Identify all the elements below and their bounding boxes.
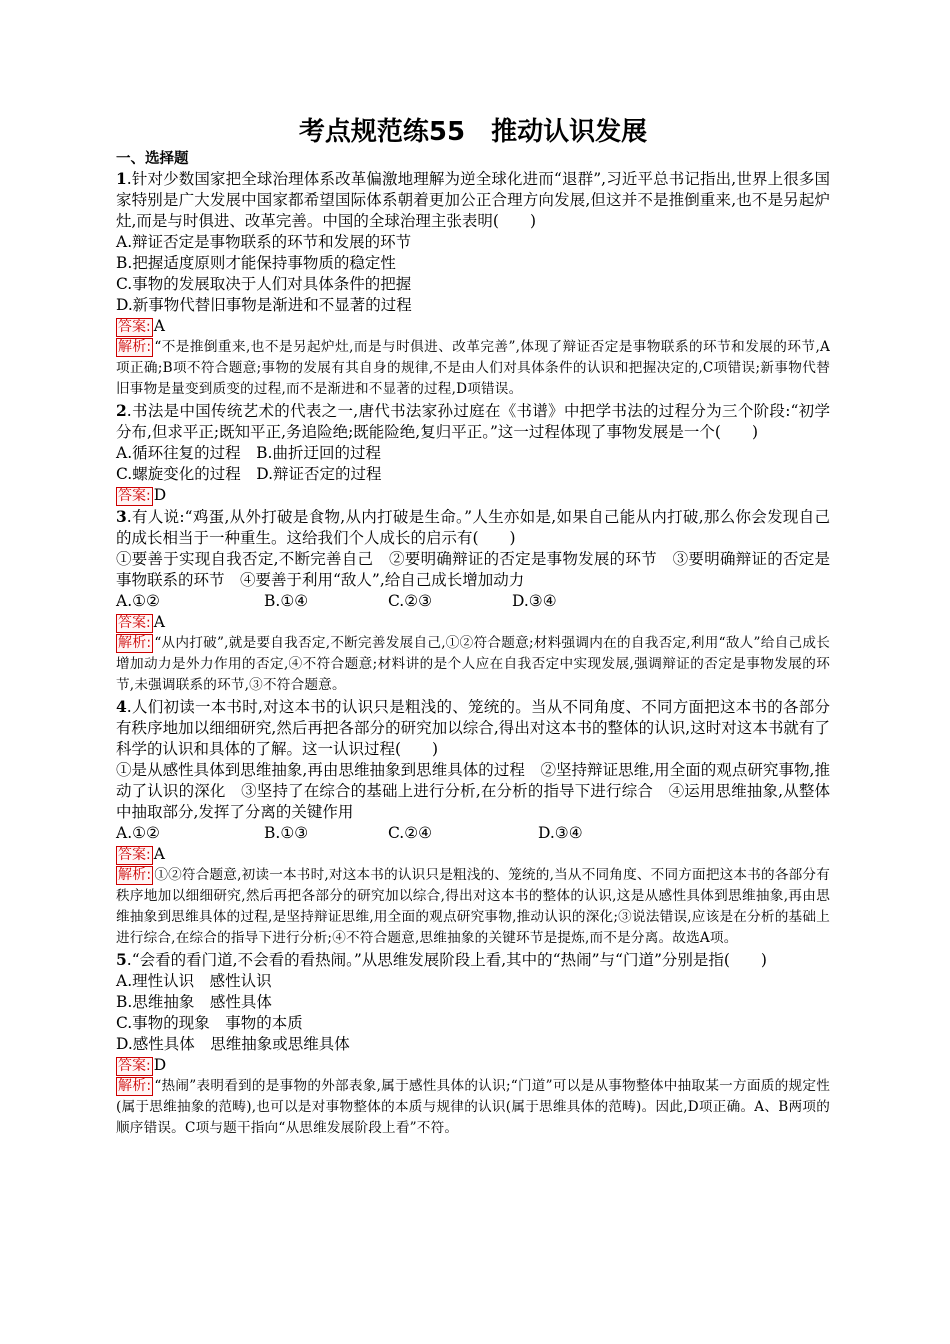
question-5 — [116, 949, 830, 1139]
option: C.事物的发展取决于人们对具体条件的把握 — [116, 275, 412, 293]
question-3 — [116, 506, 830, 696]
question-number: 3 — [116, 507, 127, 526]
option: A.循环往复的过程 B.曲折迂回的过程 — [116, 444, 381, 462]
question-number: 1 — [116, 169, 127, 188]
option: D.感性具体 思维抽象或思维具体 — [116, 1035, 350, 1053]
analysis-text: “热闹”表明看到的是事物的外部表象,属于感性具体的认识;“门道”可以是从事物整体中抽取某一方面质的规定性(属于思维抽象的范畴),也可以是对事物整体的本质与规律的认识(属于思维具体的范畴)。因此,D项正确。A、B两项的顺序错误。C项与题干指向“从思维发展阶段上看”不符。 — [116, 1078, 830, 1136]
answer-label: 答案: — [118, 319, 151, 335]
answer-line — [116, 612, 830, 633]
question-stem: .针对少数国家把全球治理体系改革偏激地理解为逆全球化进而“退群”,习近平总书记指出,世界上很多国家特别是广大发展中国家都希望国际体系朝着更加公正合理方向发展,但这并不是推倒重来,也不是另起炉灶,而是与时俱进、改革完善。中国的全球治理主张表明( ) — [116, 170, 830, 230]
answer-value: A — [153, 613, 165, 631]
answer-value: A — [153, 845, 165, 863]
choice: A.①② — [116, 824, 160, 842]
option: B.思维抽象 感性具体 — [116, 993, 272, 1011]
question-stem: .人们初读一本书时,对这本书的认识只是粗浅的、笼统的。当从不同角度、不同方面把这本书的各部分有秩序地加以细细研究,然后再把各部分的研究加以综合,得出对这本书的整体的认识,这时对这本书就有了科学的认识和具体的了解。这一认识过程( ) — [116, 698, 830, 758]
question-number: 4 — [116, 697, 127, 716]
choice: D.③④ — [512, 592, 557, 610]
analysis — [116, 337, 830, 400]
answer-line — [116, 1055, 830, 1076]
analysis-label: 解析: — [118, 1078, 152, 1094]
question-2 — [116, 400, 830, 506]
analysis — [116, 1076, 830, 1139]
answer-label: 答案: — [118, 847, 151, 863]
question-stem: .有人说:“鸡蛋,从外打破是食物,从内打破是生命。”人生亦如是,如果自己能从内打破,那么你会发现自己的成长相当于一种重生。这给我们个人成长的启示有( ) — [116, 508, 830, 547]
answer-value: D — [153, 1056, 167, 1074]
answer-line — [116, 316, 830, 337]
choice: B.①④ — [264, 592, 309, 610]
option: C.事物的现象 事物的本质 — [116, 1014, 303, 1032]
question-stem: .“会看的看门道,不会看的看热闹。”从思维发展阶段上看,其中的“热闹”与“门道”分别是指( ) — [126, 951, 767, 969]
statements: ①是从感性具体到思维抽象,再由思维抽象到思维具体的过程 ②坚持辩证思维,用全面的观点研究事物,推动了认识的深化 ③坚持了在综合的基础上进行分析,在分析的指导下进行综合 ④运用思维抽象,从整体中抽取部分,发挥了分离的关键作用 — [116, 761, 830, 821]
analysis — [116, 865, 830, 949]
question-number: 2 — [116, 401, 127, 420]
choice: A.①② — [116, 592, 160, 610]
option: C.螺旋变化的过程 D.辩证否定的过程 — [116, 465, 382, 483]
answer-label: 答案: — [118, 1058, 151, 1074]
analysis-label: 解析: — [118, 339, 152, 355]
question-1 — [116, 168, 830, 400]
question-number: 5 — [116, 950, 127, 969]
statements: ①要善于实现自我否定,不断完善自己 ②要明确辩证的否定是事物发展的环节 ③要明确辩证的否定是事物联系的环节 ④要善于利用“敌人”,给自己成长增加动力 — [116, 550, 830, 589]
choice: D.③④ — [538, 824, 583, 842]
answer-value: D — [153, 486, 167, 504]
question-4 — [116, 696, 830, 949]
analysis-text: “从内打破”,就是要自我否定,不断完善发展自己,①②符合题意;材料强调内在的自我否定,利用“敌人”给自己成长增加动力是外力作用的否定,④不符合题意;材料讲的是个人应在自我否定中实现发展,强调辩证的否定是事物发展的环节,未强调联系的环节,③不符合题意。 — [116, 635, 830, 693]
option: D.新事物代替旧事物是渐进和不显著的过程 — [116, 296, 412, 314]
answer-label: 答案: — [118, 488, 151, 504]
choice-row — [116, 591, 830, 612]
document-page — [116, 116, 830, 1139]
answer-value: A — [153, 317, 165, 335]
page-title: 考点规范练55 推动认识发展 — [298, 117, 648, 147]
analysis — [116, 633, 830, 696]
analysis-label: 解析: — [118, 635, 152, 651]
question-stem: .书法是中国传统艺术的代表之一,唐代书法家孙过庭在《书谱》中把学书法的过程分为三个阶段:“初学分布,但求平正;既知平正,务追险绝;既能险绝,复归平正。”这一过程体现了事物发展是一个( ) — [116, 402, 830, 441]
analysis-text: “不是推倒重来,也不是另起炉灶,而是与时俱进、改革完善”,体现了辩证否定是事物联系的环节和发展的环节,A项正确;B项不符合题意;事物的发展有其自身的规律,不是由人们对具体条件的认识和把握决定的,C项错误;新事物代替旧事物是量变到质变的过程,而不是渐进和不显著的过程,D项错误。 — [116, 339, 830, 397]
choice: C.②④ — [388, 824, 433, 842]
option: A.辩证否定是事物联系的环节和发展的环节 — [116, 233, 412, 251]
section-heading: 一、选择题 — [116, 151, 189, 167]
choice-row — [116, 823, 830, 844]
answer-label: 答案: — [118, 615, 151, 631]
choice: B.①③ — [264, 824, 309, 842]
choice: C.②③ — [388, 592, 433, 610]
answer-line — [116, 844, 830, 865]
option: A.理性认识 感性认识 — [116, 972, 272, 990]
analysis-label: 解析: — [118, 867, 152, 883]
option: B.把握适度原则才能保持事物质的稳定性 — [116, 254, 396, 272]
answer-line — [116, 485, 830, 506]
analysis-text: ①②符合题意,初读一本书时,对这本书的认识只是粗浅的、笼统的,当从不同角度、不同方面把这本书的各部分有秩序地加以细细研究,然后再把各部分的研究加以综合,得出对这本书的整体的认识,这是从感性具体到思维抽象,再由思维抽象到思维具体的过程,是坚持辩证思维,用全面的观点研究事物,推动认识的深化;③说法错误,应该是在分析的基础上进行综合,在综合的指导下进行分析;④不符合题意,思维抽象的关键环节是提炼,而不是分离。故选A项。 — [116, 867, 830, 946]
